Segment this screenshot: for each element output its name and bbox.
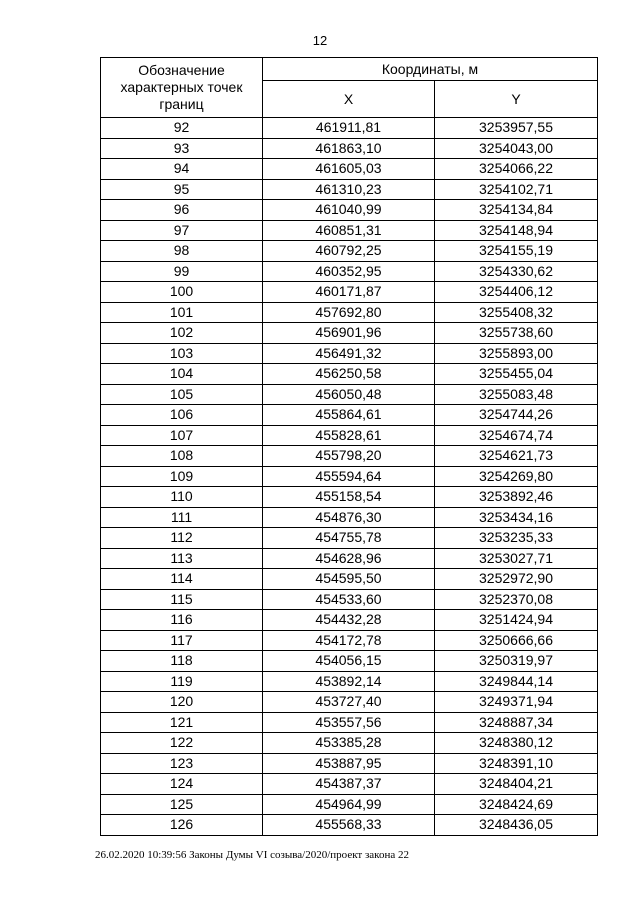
header-coordinates: Координаты, м xyxy=(263,58,598,81)
table-row xyxy=(101,118,598,139)
x-coordinate-cell: 460352,95 xyxy=(263,261,435,282)
point-number-cell: 108 xyxy=(101,446,263,467)
point-number-cell: 98 xyxy=(101,241,263,262)
y-coordinate-cell: 3248887,34 xyxy=(435,712,598,733)
y-coordinate-cell: 3254621,73 xyxy=(435,446,598,467)
y-coordinate-cell: 3252370,08 xyxy=(435,589,598,610)
x-coordinate-cell: 454387,37 xyxy=(263,774,435,795)
x-coordinate-cell: 461040,99 xyxy=(263,200,435,221)
point-number-cell: 103 xyxy=(101,343,263,364)
y-coordinate-cell: 3248380,12 xyxy=(435,733,598,754)
table-row xyxy=(101,774,598,795)
x-coordinate-cell: 456050,48 xyxy=(263,384,435,405)
table-row xyxy=(101,589,598,610)
x-coordinate-cell: 455594,64 xyxy=(263,466,435,487)
table-row xyxy=(101,507,598,528)
x-coordinate-cell: 454172,78 xyxy=(263,630,435,651)
table-row xyxy=(101,138,598,159)
point-number-cell: 121 xyxy=(101,712,263,733)
point-number-cell: 101 xyxy=(101,302,263,323)
y-coordinate-cell: 3255083,48 xyxy=(435,384,598,405)
point-number-cell: 100 xyxy=(101,282,263,303)
x-coordinate-cell: 461911,81 xyxy=(263,118,435,139)
y-coordinate-cell: 3248424,69 xyxy=(435,794,598,815)
footer-text: 26.02.2020 10:39:56 Законы Думы VI созыва/2020/проект закона 22 xyxy=(95,849,409,861)
coordinates-table xyxy=(100,57,598,836)
y-coordinate-cell: 3254269,80 xyxy=(435,466,598,487)
x-coordinate-cell: 453727,40 xyxy=(263,692,435,713)
table-row xyxy=(101,630,598,651)
y-coordinate-cell: 3253235,33 xyxy=(435,528,598,549)
y-coordinate-cell: 3253957,55 xyxy=(435,118,598,139)
x-coordinate-cell: 455864,61 xyxy=(263,405,435,426)
table-row xyxy=(101,569,598,590)
y-coordinate-cell: 3254406,12 xyxy=(435,282,598,303)
table-row xyxy=(101,651,598,672)
point-number-cell: 107 xyxy=(101,425,263,446)
y-coordinate-cell: 3255738,60 xyxy=(435,323,598,344)
y-coordinate-cell: 3249844,14 xyxy=(435,671,598,692)
table-row xyxy=(101,487,598,508)
y-coordinate-cell: 3255455,04 xyxy=(435,364,598,385)
table-row xyxy=(101,405,598,426)
x-coordinate-cell: 453892,14 xyxy=(263,671,435,692)
point-number-cell: 120 xyxy=(101,692,263,713)
y-coordinate-cell: 3254330,62 xyxy=(435,261,598,282)
point-number-cell: 116 xyxy=(101,610,263,631)
table-row xyxy=(101,712,598,733)
x-coordinate-cell: 455828,61 xyxy=(263,425,435,446)
table-row xyxy=(101,364,598,385)
point-number-cell: 115 xyxy=(101,589,263,610)
point-number-cell: 106 xyxy=(101,405,263,426)
x-coordinate-cell: 453557,56 xyxy=(263,712,435,733)
point-number-cell: 95 xyxy=(101,179,263,200)
y-coordinate-cell: 3249371,94 xyxy=(435,692,598,713)
table-row xyxy=(101,548,598,569)
x-coordinate-cell: 454533,60 xyxy=(263,589,435,610)
x-coordinate-cell: 460851,31 xyxy=(263,220,435,241)
x-coordinate-cell: 461863,10 xyxy=(263,138,435,159)
table-row xyxy=(101,425,598,446)
table-row xyxy=(101,282,598,303)
x-coordinate-cell: 454876,30 xyxy=(263,507,435,528)
x-coordinate-cell: 460171,87 xyxy=(263,282,435,303)
table-row xyxy=(101,692,598,713)
page-number: 12 xyxy=(312,33,328,48)
point-number-cell: 99 xyxy=(101,261,263,282)
table-row xyxy=(101,528,598,549)
y-coordinate-cell: 3248436,05 xyxy=(435,815,598,836)
point-number-cell: 119 xyxy=(101,671,263,692)
table-row xyxy=(101,815,598,836)
table-row xyxy=(101,671,598,692)
y-coordinate-cell: 3251424,94 xyxy=(435,610,598,631)
x-coordinate-cell: 456901,96 xyxy=(263,323,435,344)
table-row xyxy=(101,466,598,487)
point-number-cell: 123 xyxy=(101,753,263,774)
y-coordinate-cell: 3248391,10 xyxy=(435,753,598,774)
table-row xyxy=(101,733,598,754)
point-number-cell: 92 xyxy=(101,118,263,139)
table-row xyxy=(101,261,598,282)
y-coordinate-cell: 3253027,71 xyxy=(435,548,598,569)
point-number-cell: 110 xyxy=(101,487,263,508)
y-coordinate-cell: 3254043,00 xyxy=(435,138,598,159)
table-row xyxy=(101,241,598,262)
point-number-cell: 109 xyxy=(101,466,263,487)
y-coordinate-cell: 3254155,19 xyxy=(435,241,598,262)
x-coordinate-cell: 460792,25 xyxy=(263,241,435,262)
x-coordinate-cell: 453385,28 xyxy=(263,733,435,754)
point-number-cell: 94 xyxy=(101,159,263,180)
point-number-cell: 112 xyxy=(101,528,263,549)
x-coordinate-cell: 454628,96 xyxy=(263,548,435,569)
y-coordinate-cell: 3250319,97 xyxy=(435,651,598,672)
table-row xyxy=(101,610,598,631)
y-coordinate-cell: 3255893,00 xyxy=(435,343,598,364)
point-number-cell: 125 xyxy=(101,794,263,815)
y-coordinate-cell: 3248404,21 xyxy=(435,774,598,795)
x-coordinate-cell: 456491,32 xyxy=(263,343,435,364)
point-number-cell: 117 xyxy=(101,630,263,651)
y-coordinate-cell: 3250666,66 xyxy=(435,630,598,651)
table-row xyxy=(101,794,598,815)
x-coordinate-cell: 453887,95 xyxy=(263,753,435,774)
x-coordinate-cell: 454755,78 xyxy=(263,528,435,549)
table-row xyxy=(101,753,598,774)
x-coordinate-cell: 454964,99 xyxy=(263,794,435,815)
point-number-cell: 102 xyxy=(101,323,263,344)
table-row xyxy=(101,179,598,200)
x-coordinate-cell: 454432,28 xyxy=(263,610,435,631)
x-coordinate-cell: 455798,20 xyxy=(263,446,435,467)
y-coordinate-cell: 3253434,16 xyxy=(435,507,598,528)
point-number-cell: 113 xyxy=(101,548,263,569)
point-number-cell: 93 xyxy=(101,138,263,159)
y-coordinate-cell: 3254674,74 xyxy=(435,425,598,446)
point-number-cell: 97 xyxy=(101,220,263,241)
header-designation: Обозначение характерных точек границ xyxy=(101,58,263,118)
table-row xyxy=(101,323,598,344)
point-number-cell: 122 xyxy=(101,733,263,754)
header-x: X xyxy=(263,81,435,118)
point-number-cell: 105 xyxy=(101,384,263,405)
y-coordinate-cell: 3252972,90 xyxy=(435,569,598,590)
point-number-cell: 111 xyxy=(101,507,263,528)
header-y: Y xyxy=(435,81,598,118)
point-number-cell: 126 xyxy=(101,815,263,836)
y-coordinate-cell: 3255408,32 xyxy=(435,302,598,323)
y-coordinate-cell: 3254134,84 xyxy=(435,200,598,221)
y-coordinate-cell: 3254102,71 xyxy=(435,179,598,200)
table-body xyxy=(101,118,598,836)
table-row xyxy=(101,384,598,405)
x-coordinate-cell: 461605,03 xyxy=(263,159,435,180)
point-number-cell: 114 xyxy=(101,569,263,590)
point-number-cell: 118 xyxy=(101,651,263,672)
table-row xyxy=(101,343,598,364)
table-row xyxy=(101,200,598,221)
x-coordinate-cell: 454056,15 xyxy=(263,651,435,672)
table-row xyxy=(101,446,598,467)
y-coordinate-cell: 3254744,26 xyxy=(435,405,598,426)
y-coordinate-cell: 3253892,46 xyxy=(435,487,598,508)
table-row xyxy=(101,159,598,180)
y-coordinate-cell: 3254066,22 xyxy=(435,159,598,180)
point-number-cell: 96 xyxy=(101,200,263,221)
point-number-cell: 124 xyxy=(101,774,263,795)
x-coordinate-cell: 454595,50 xyxy=(263,569,435,590)
x-coordinate-cell: 455158,54 xyxy=(263,487,435,508)
point-number-cell: 104 xyxy=(101,364,263,385)
table-row xyxy=(101,220,598,241)
table-row xyxy=(101,302,598,323)
x-coordinate-cell: 461310,23 xyxy=(263,179,435,200)
x-coordinate-cell: 456250,58 xyxy=(263,364,435,385)
x-coordinate-cell: 457692,80 xyxy=(263,302,435,323)
y-coordinate-cell: 3254148,94 xyxy=(435,220,598,241)
x-coordinate-cell: 455568,33 xyxy=(263,815,435,836)
